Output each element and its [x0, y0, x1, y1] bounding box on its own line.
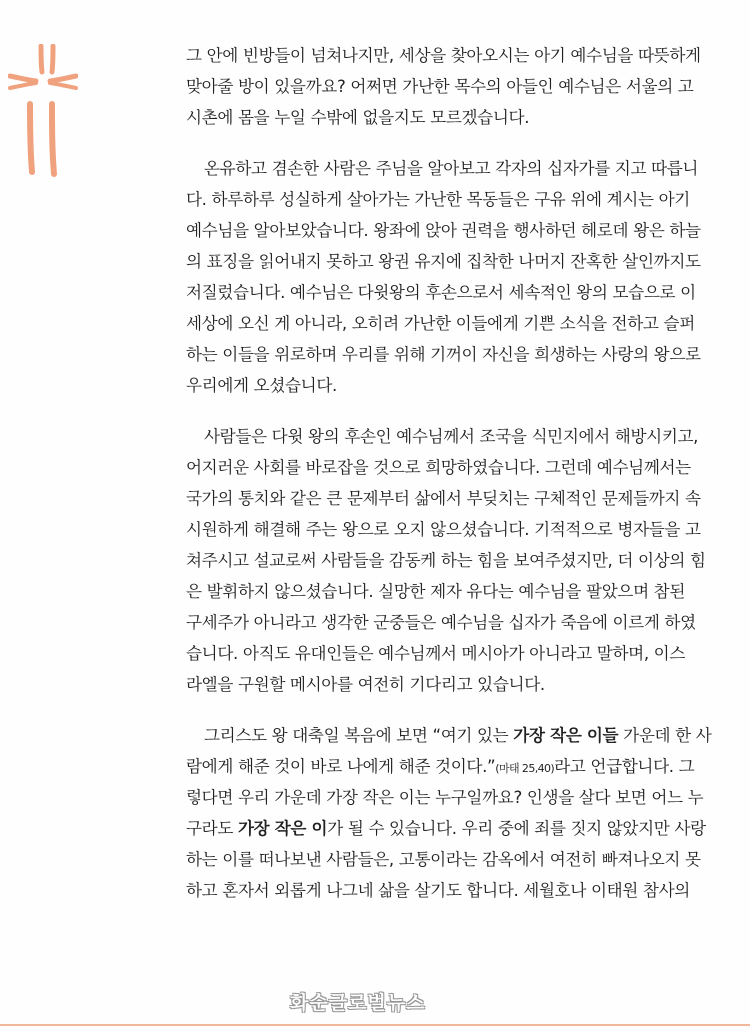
paragraph-4 [186, 720, 720, 906]
text-line: 라엘을 구원할 메시아를 여전히 기다리고 있습니다. [186, 675, 545, 694]
text-line: 의 표징을 읽어내지 못하고 왕권 유지에 집착한 나머지 잔혹한 살인까지도 [186, 252, 701, 271]
text-line: 구세주가 아니라고 생각한 군중들은 예수님을 십자가 죽음에 이르게 하였 [186, 613, 696, 632]
text-line: 렇다면 우리 가운데 가장 작은 이는 누구일까요? 인생을 살다 보면 어느 누 [186, 788, 704, 807]
emphasis-text: 가장 작은 이들 [513, 726, 619, 745]
text-line: 온유하고 겸손한 사람은 주님을 알아보고 각자의 십자가를 지고 따릅니 [204, 159, 699, 178]
text-line: 은 발휘하지 않으셨습니다. 실망한 제자 유다는 예수님을 팔았으며 참된 [186, 582, 686, 601]
paragraph-1 [186, 40, 720, 133]
text-run: 구라도 [186, 819, 238, 838]
text-line: 시원하게 해결해 주는 왕으로 오지 않으셨습니다. 기적적으로 병자들을 고 [186, 520, 701, 539]
text-line: 국가의 통치와 같은 큰 문제부터 삶에서 부딪치는 구체적인 문제들까지 속 [186, 489, 701, 508]
text-run: 람에게 해준 것이 바로 나에게 해준 것이다.” [186, 757, 496, 776]
bottom-divider [0, 1024, 750, 1026]
watermark: 화순글로벌뉴스 [290, 992, 426, 1014]
text-line: 습니다. 아직도 유대인들은 예수님께서 메시아가 아니라고 말하며, 이스 [186, 644, 686, 663]
text-line: 세상에 오신 게 아니라, 오히려 가난한 이들에게 기쁜 소식을 전하고 슬퍼 [186, 314, 695, 333]
text-line [186, 720, 720, 751]
text-line: 그 안에 빈방들이 넘쳐나지만, 세상을 찾아오시는 아기 예수님을 따뜻하게 [186, 46, 701, 65]
text-line: 하는 이들을 위로하며 우리를 위해 기꺼이 자신을 희생하는 사랑의 왕으로 [186, 345, 701, 364]
emphasis-text: 가장 작은 이 [237, 819, 328, 838]
text-line: 어지러운 사회를 바로잡을 것으로 희망하였습니다. 그런데 예수님께서는 [186, 458, 691, 477]
text-line: 하고 혼자서 외롭게 나그네 삶을 살기도 합니다. 세월호나 이태원 참사의 [186, 881, 690, 900]
text-line: 시촌에 몸을 누일 수밖에 없을지도 모르겠습니다. [186, 108, 530, 127]
text-line: 다. 하루하루 성실하게 살아가는 가난한 목동들은 구유 위에 계시는 아기 [186, 190, 690, 209]
text-run: 라고 언급합니다. 그 [554, 757, 695, 776]
text-line: 사람들은 다윗 왕의 후손인 예수님께서 조국을 식민지에서 해방시키고, [204, 427, 699, 446]
text-run: 그리스도 왕 대축일 복음에 보면 “여기 있는 [204, 726, 514, 745]
text-line: 우리에게 오셨습니다. [186, 376, 337, 395]
paragraph-2 [186, 153, 720, 401]
scripture-reference: (마태 25,40) [495, 762, 555, 775]
text-run: 가 될 수 있습니다. 우리 중에 죄를 짓지 않았지만 사랑 [327, 819, 706, 838]
text-line: 예수님을 알아보았습니다. 왕좌에 앉아 권력을 행사하던 헤로데 왕은 하늘 [186, 221, 701, 240]
text-line [186, 813, 720, 844]
text-run: 가운데 한 사 [618, 726, 712, 745]
text-line: 저질렀습니다. 예수님은 다윗왕의 후손으로서 세속적인 왕의 모습으로 이 [186, 283, 696, 302]
paragraph-3 [186, 421, 720, 700]
cross-icon [8, 44, 78, 178]
text-line: 맞아줄 방이 있을까요? 어쩌면 가난한 목수의 아들인 예수님은 서울의 고 [186, 77, 694, 96]
text-line [186, 751, 720, 782]
text-line: 쳐주시고 설교로써 사람들을 감동케 하는 힘을 보여주셨지만, 더 이상의 힘 [186, 551, 706, 570]
article-body [186, 40, 720, 926]
text-line: 하는 이를 떠나보낸 사람들은, 고통이라는 감옥에서 여전히 빠져나오지 못 [186, 850, 701, 869]
